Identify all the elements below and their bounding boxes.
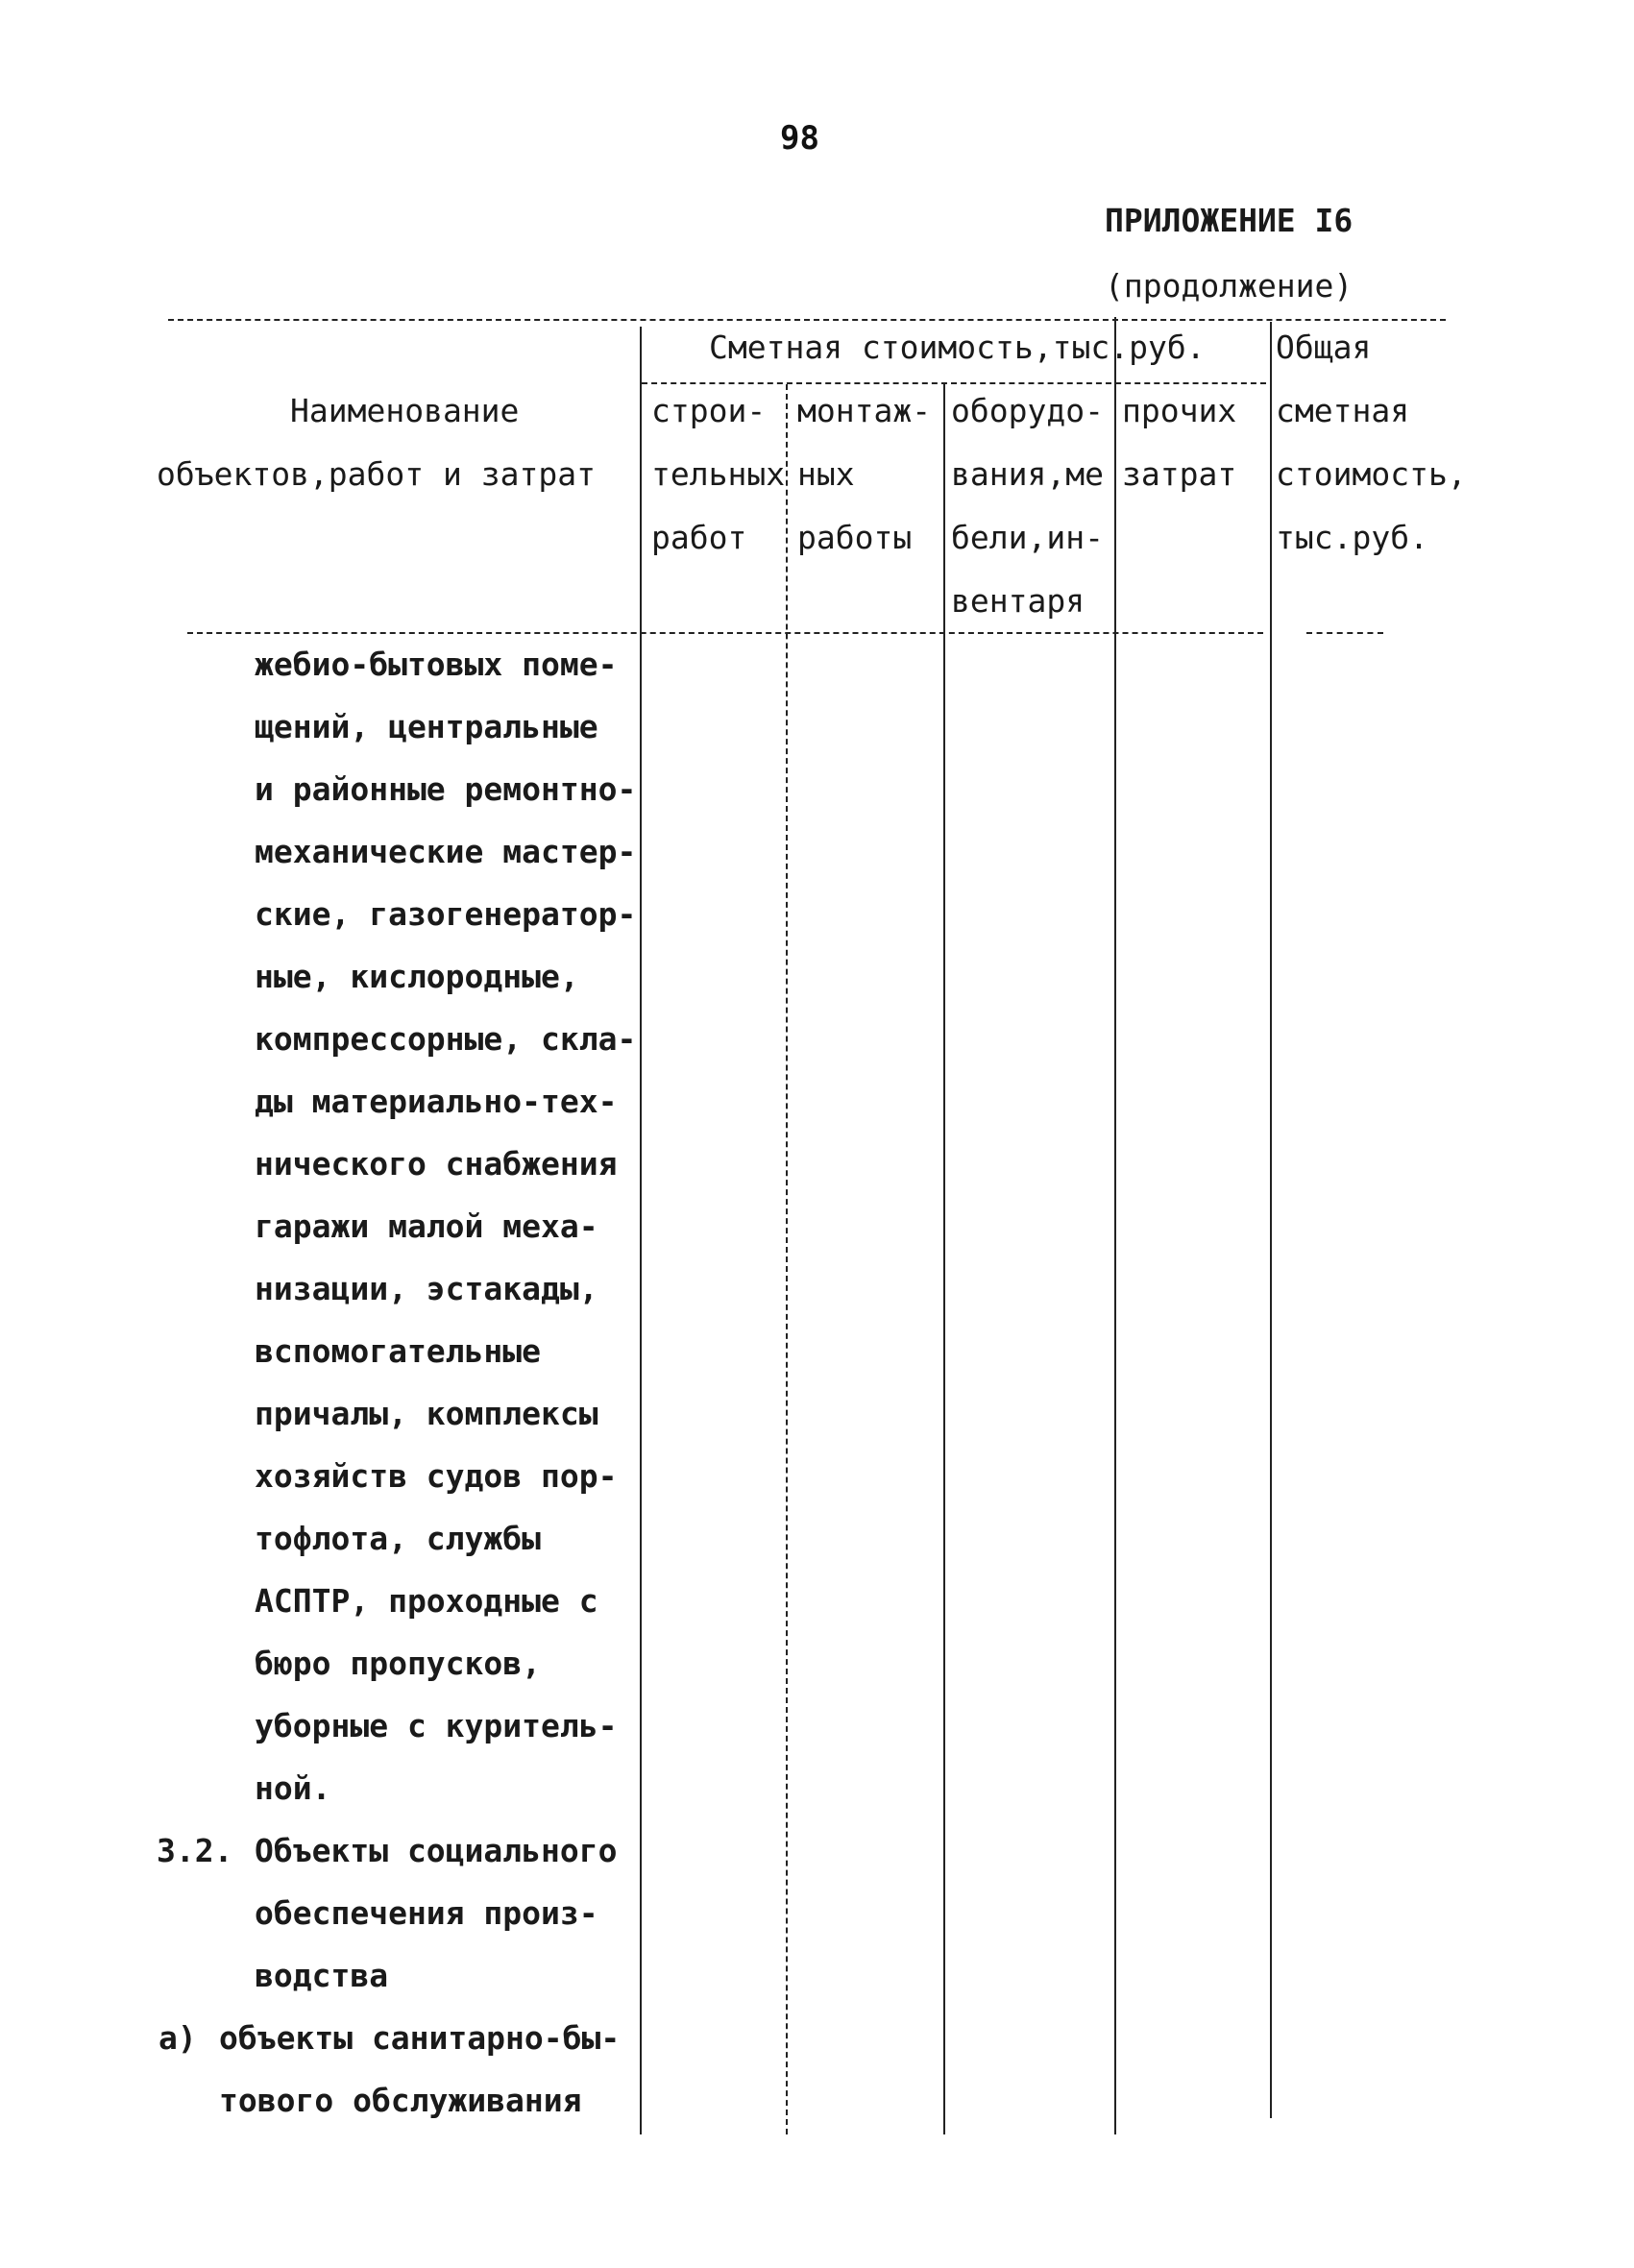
col-installation-line-1: монтаж- [797, 392, 932, 429]
col-equipment-line-4: вентаря [951, 582, 1085, 620]
body-line: компрессорные, скла- [255, 1020, 637, 1058]
column-divider-1 [640, 327, 642, 2134]
column-divider-5 [1270, 322, 1272, 2118]
page-number: 98 [780, 119, 819, 158]
appendix-title: ПРИЛОЖЕНИЕ I6 [1105, 202, 1354, 239]
cost-group-header: Сметная стоимость,тыс.руб. [709, 329, 1206, 366]
body-line: низации, эстакады, [255, 1270, 598, 1307]
section-line: водства [255, 1957, 389, 1994]
body-line: гаражи малой меха- [255, 1207, 598, 1245]
col-equipment-line-2: вания,ме [951, 455, 1104, 493]
column-divider-3 [943, 384, 945, 2134]
body-line: вспомогательные [255, 1332, 542, 1370]
body-line: АСПТР, проходные с [255, 1582, 598, 1620]
col-construction-line-1: строи- [651, 392, 767, 429]
col-construction-line-2: тельных [651, 455, 786, 493]
name-header-line-1: Наименование [290, 392, 520, 429]
header-bottom-rule-tail [1306, 632, 1383, 634]
col-other-line-1: прочих [1122, 392, 1237, 429]
body-line: ные, кислородные, [255, 958, 579, 995]
column-divider-2 [786, 384, 788, 2134]
item-line: объекты санитарно-бы- [219, 2019, 621, 2057]
body-line: нического снабжения [255, 1145, 618, 1183]
body-line: механические мастер- [255, 833, 637, 870]
body-line: тофлота, службы [255, 1520, 542, 1557]
body-line: и районные ремонтно- [255, 770, 637, 808]
header-bottom-rule [187, 632, 1263, 634]
col-total-line-1: Общая [1276, 329, 1372, 366]
col-total-line-3: стоимость, [1276, 455, 1467, 493]
table-top-rule [168, 319, 1446, 321]
section-line: обеспечения произ- [255, 1894, 598, 1932]
body-line: ной. [255, 1769, 331, 1807]
body-line: щений, центральные [255, 708, 598, 745]
section-line: Объекты социального [255, 1832, 618, 1869]
item-line: тового обслуживания [219, 2082, 582, 2119]
appendix-subtitle: (продолжение) [1105, 267, 1354, 305]
col-installation-line-3: работы [797, 519, 913, 556]
col-equipment-line-3: бели,ин- [951, 519, 1104, 556]
body-line: ские, газогенератор- [255, 895, 637, 933]
body-line: ды материально-тех- [255, 1083, 618, 1120]
body-line: бюро пропусков, [255, 1645, 542, 1682]
name-header-line-2: объектов,работ и затрат [157, 455, 596, 493]
body-line: жебио-бытовых поме- [255, 646, 618, 683]
item-marker: а) [159, 2019, 197, 2057]
col-equipment-line-1: оборудо- [951, 392, 1104, 429]
body-line: уборные с куритель- [255, 1707, 618, 1744]
col-total-line-4: тыс.руб. [1276, 519, 1428, 556]
body-line: причалы, комплексы [255, 1395, 598, 1432]
col-other-line-2: затрат [1122, 455, 1237, 493]
col-construction-line-3: работ [651, 519, 747, 556]
body-line: хозяйств судов пор- [255, 1457, 618, 1495]
column-divider-4 [1114, 317, 1116, 2134]
group-header-rule [642, 382, 1266, 384]
section-number: 3.2. [157, 1832, 233, 1869]
col-installation-line-2: ных [797, 455, 855, 493]
col-total-line-2: сметная [1276, 392, 1410, 429]
